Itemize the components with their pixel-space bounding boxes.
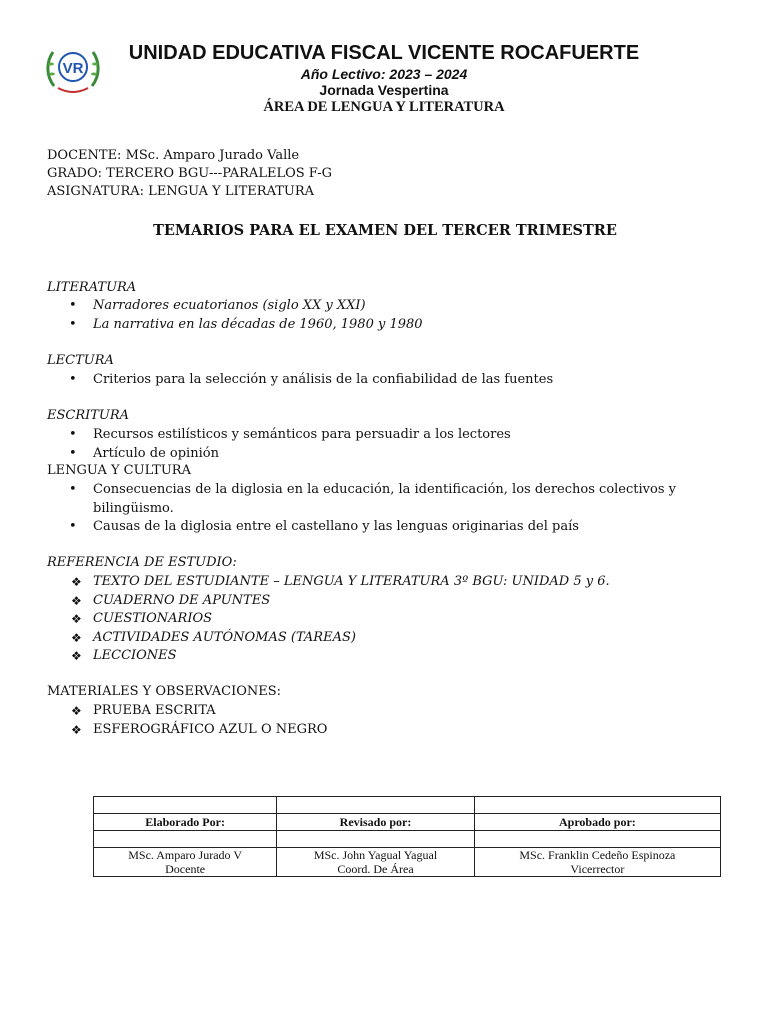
aprobado-header: Aprobado por: [474,814,720,831]
list-item: ❖ ACTIVIDADES AUTÓNOMAS (TAREAS) [47,629,707,648]
section-escritura-list [47,426,707,463]
area-title: ÁREA DE LENGUA Y LITERATURA [263,99,505,115]
section-materiales-label: MATERIALES Y OBSERVACIONES: [47,684,282,699]
elaborado-header: Elaborado Por: [94,814,277,831]
list-item: ❖ LECCIONES [47,647,707,666]
section-escritura-label: ESCRITURA [47,408,130,423]
aprobado-signer: MSc. Franklin Cedeño Espinoza Vicerrector [474,848,720,877]
section-literatura-list [47,297,707,334]
list-item: • Criterios para la selección y análisis de la confiabilidad de las fuentes [47,371,707,390]
section-lectura-label: LECTURA [47,353,114,368]
signature-table [93,796,721,877]
table-row [94,848,721,877]
list-item: • Narradores ecuatorianos (siglo XX y XXI) [47,297,707,316]
diamond-bullet-icon: ❖ [71,593,82,608]
table-row [94,831,721,848]
section-cultura-label: LENGUA Y CULTURA [47,463,191,478]
teacher-line: DOCENTE: MSc. Amparo Jurado Valle [47,148,300,163]
diamond-bullet-icon: ❖ [71,704,82,718]
revisado-signer: MSc. John Yagual Yagual Coord. De Área [277,848,475,877]
school-shift: Jornada Vespertina [319,82,449,98]
school-year: Año Lectivo: 2023 – 2024 [300,66,468,82]
section-materiales-list [47,702,707,739]
section-referencia-list [47,573,707,666]
bullet-icon: • [69,298,77,313]
section-cultura-list [47,481,707,537]
svg-text:VR: VR [62,60,84,77]
bullet-icon: • [69,482,77,497]
document-title: TEMARIOS PARA EL EXAMEN DEL TERCER TRIMESTRE [153,222,617,239]
table-header-row [94,814,721,831]
revisado-header: Revisado por: [277,814,475,831]
diamond-bullet-icon: ❖ [71,575,82,589]
section-referencia-label: REFERENCIA DE ESTUDIO: [47,555,237,570]
bullet-icon: • [69,316,77,332]
list-item: ❖ CUADERNO DE APUNTES [47,592,707,611]
section-lectura-list [47,371,707,390]
elaborado-signer: MSc. Amparo Jurado V Docente [94,848,277,877]
subject-line: ASIGNATURA: LENGUA Y LITERATURA [47,184,315,199]
diamond-bullet-icon: ❖ [71,612,82,626]
grade-line: GRADO: TERCERO BGU---PARALELOS F-G [47,166,332,181]
school-logo [44,40,102,98]
table-row [94,797,721,814]
school-name: UNIDAD EDUCATIVA FISCAL VICENTE ROCAFUERTE [128,42,640,64]
bullet-icon: • [69,519,77,534]
list-item: ❖ TEXTO DEL ESTUDIANTE – LENGUA Y LITERATURA 3º BGU: UNIDAD 5 y 6. [47,573,707,592]
diamond-bullet-icon: ❖ [71,722,82,737]
list-item: ❖ ESFEROGRÁFICO AZUL O NEGRO [47,721,707,740]
list-item: ❖ CUESTIONARIOS [47,610,707,629]
list-item: • La narrativa en las décadas de 1960, 1980 y 1980 [47,316,707,335]
bullet-icon: • [69,427,77,442]
bullet-icon: • [69,372,77,387]
list-item: ❖ PRUEBA ESCRITA [47,702,707,721]
diamond-bullet-icon: ❖ [71,630,82,645]
list-item: • Causas de la diglosia entre el castellano y las lenguas originarias del país [47,518,707,537]
bullet-icon: • [69,445,77,461]
list-item: • Recursos estilísticos y semánticos para persuadir a los lectores [47,426,707,445]
diamond-bullet-icon: ❖ [71,649,82,663]
list-item: • Artículo de opinión [47,445,707,464]
section-literatura-label: LITERATURA [47,280,137,295]
list-item: • Consecuencias de la diglosia en la educación, la identificación, los derechos colectivos y bilingüismo. [69,482,676,516]
